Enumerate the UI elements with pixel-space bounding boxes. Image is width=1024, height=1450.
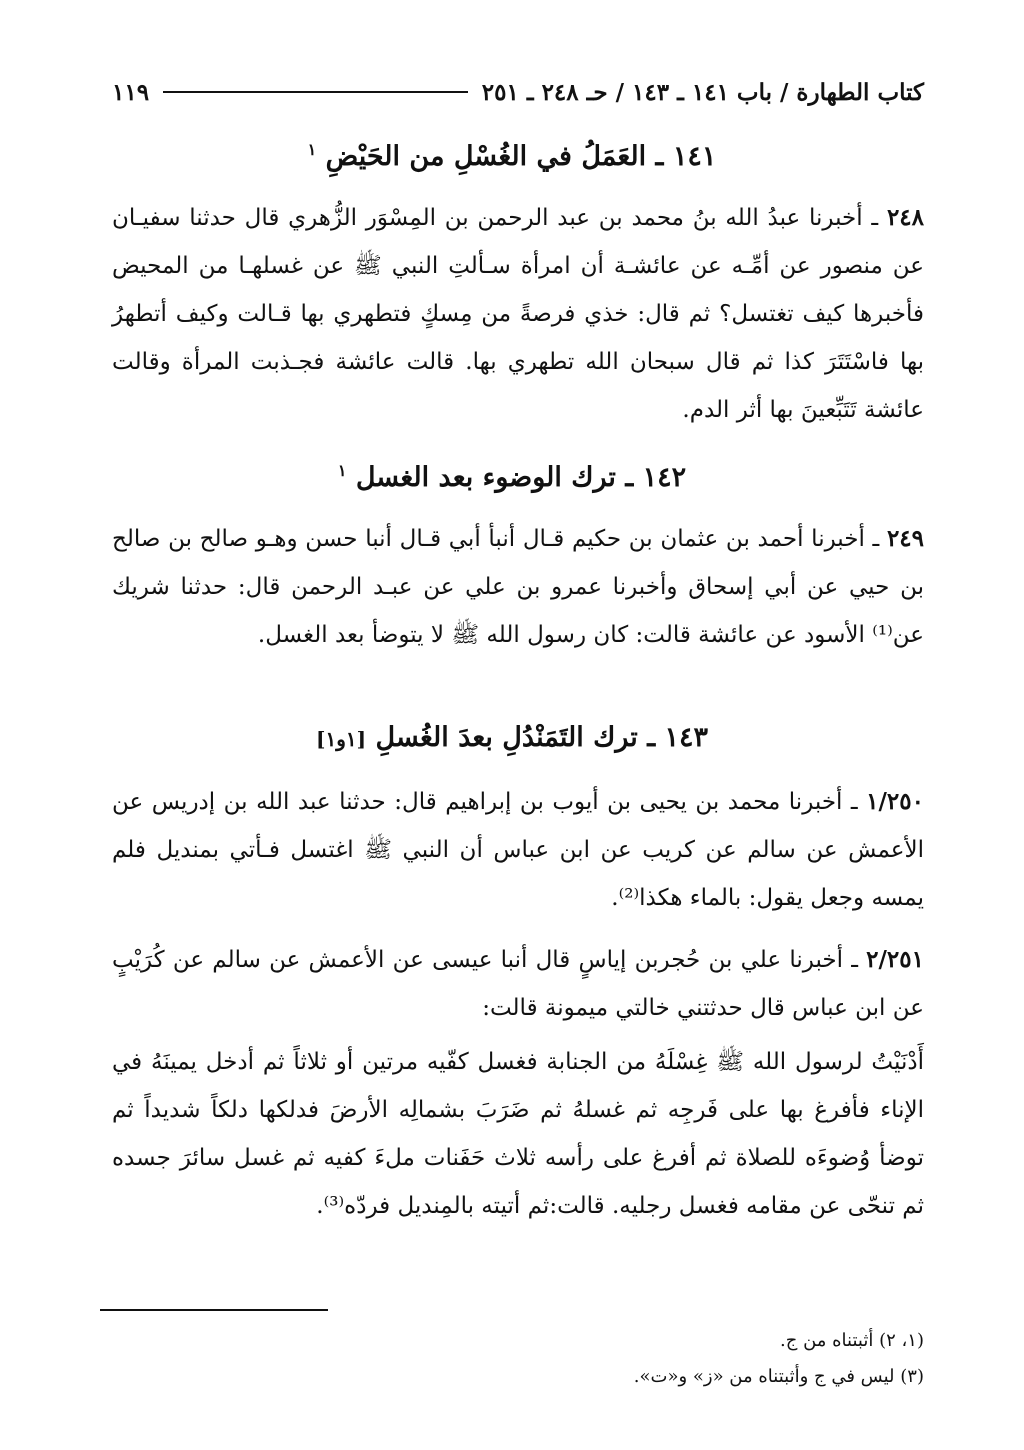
hadith-text: أَدْنَيْتُ لرسول الله ﷺ غِسْلَهُ من الجنابة فغسل كفّيه مرتين أو ثلاثاً ثم أدخل يمينَهُ في الإناء فأفرغ بها على فَرجِه ثم غسلهُ ثم ضَرَبَ بشمالِه الأرضَ فدلكها دلكاً شديداً ثم توضأ وُضوءَه للصلاة ثم أفرغ على رأسه ثلاث حَفَنات ملءَ كفيه ثم غسل سائرَ جسده ثم تنحّى عن مقامه فغسل رجليه. قالت:ثم أتيته بالمِنديل فردّه⁽³⁾. xyxy=(112,1049,924,1219)
running-head-title: كتاب الطهارة / باب ١٤١ ـ ١٤٣ / حـ ٢٤٨ ـ ٢٥١ xyxy=(481,78,924,106)
hadith-paragraph-251 xyxy=(112,936,924,1032)
chapter-heading-text: ١٤١ ـ العَمَلُ في الغُسْلِ من الحَيْضِ xyxy=(325,141,717,172)
chapter-heading-marker: [١و١] xyxy=(315,727,367,751)
chapter-heading-marker: ١ xyxy=(337,461,347,480)
hadith-text: ـ أخبرنا محمد بن يحيى بن أيوب بن إبراهيم قال: حدثنا عبد الله بن إدريس عن الأعمش عن سالم عن كريب عن ابن عباس أن النبي ﷺ اغتسل فـأتي بمنديل فلم يمسه وجعل يقول: بالماء هكذا⁽²⁾. xyxy=(112,789,924,911)
hadith-number: ٢/٢٥١ xyxy=(866,946,924,973)
hadith-text: ـ أخبرنا أحمد بن عثمان بن حكيم قـال أنبأ أبي قـال أنبا حسن وهـو صالح بن صالح بن حيي عن أبي إسحاق وأخبرنا عمرو بن علي عن عبـد الرحمن قال: حدثنا شريك عن⁽¹⁾ الأسود عن عائشة قالت: كان رسول الله ﷺ لا يتوضأ بعد الغسل. xyxy=(112,526,924,648)
footnote-1: (١، ٢) أثبتناه من ج. xyxy=(780,1330,924,1351)
footnote-2: (٣) ليس في ج وأثبتناه من «ز» و«ت». xyxy=(633,1366,924,1387)
chapter-heading-text: ١٤٢ ـ ترك الوضوء بعد الغسل xyxy=(355,462,687,493)
hadith-paragraph-250 xyxy=(112,778,924,922)
hadith-text: ـ أخبرنا عبدُ الله بنُ محمد بن عبد الرحمن بن المِسْوَر الزُّهري قال حدثنا سفيـان عن منصور عن أمِّـه عن عائشـة أن امرأة سـألتِ النبي ﷺ عن غسلهـا من المحيض فأخبرها كيف تغتسل؟ ثم قال: خذي فرصةً من مِسكٍ فتطهري بها قـالت وكيف أتطهرُ بها فاسْتَتَرَ كذا ثم قال سبحان الله تطهري بها. قالت عائشة فجـذبت المرأة وقالت عائشة تَتَبِّعينَ بها أثر الدم. xyxy=(112,205,924,423)
hadith-number: ٢٤٩ xyxy=(886,525,924,552)
hadith-paragraph-248 xyxy=(112,194,924,434)
chapter-heading-142 xyxy=(0,461,1024,493)
chapter-heading-marker: ١ xyxy=(307,140,317,159)
hadith-paragraph-249 xyxy=(112,515,924,659)
hadith-number: ١/٢٥٠ xyxy=(866,788,924,815)
hadith-text: ـ أخبرنا علي بن حُجربن إياسٍ قال أنبا عيسى عن الأعمش عن سالم عن كُرَيْبٍ عن ابن عباس قال حدثتني خالتي ميمونة قالت: xyxy=(112,947,924,1021)
chapter-heading-text: ١٤٣ ـ ترك التَمَنْدُلِ بعدَ الغُسلِ xyxy=(375,722,709,753)
hadith-paragraph-251-body xyxy=(112,1038,924,1230)
chapter-heading-141 xyxy=(0,140,1024,172)
running-head-rule xyxy=(163,91,468,93)
running-head xyxy=(112,72,924,112)
footnote-rule xyxy=(100,1309,328,1311)
page-number: ١١٩ xyxy=(112,78,150,106)
hadith-number: ٢٤٨ xyxy=(886,204,924,231)
chapter-heading-143 xyxy=(0,722,1024,753)
